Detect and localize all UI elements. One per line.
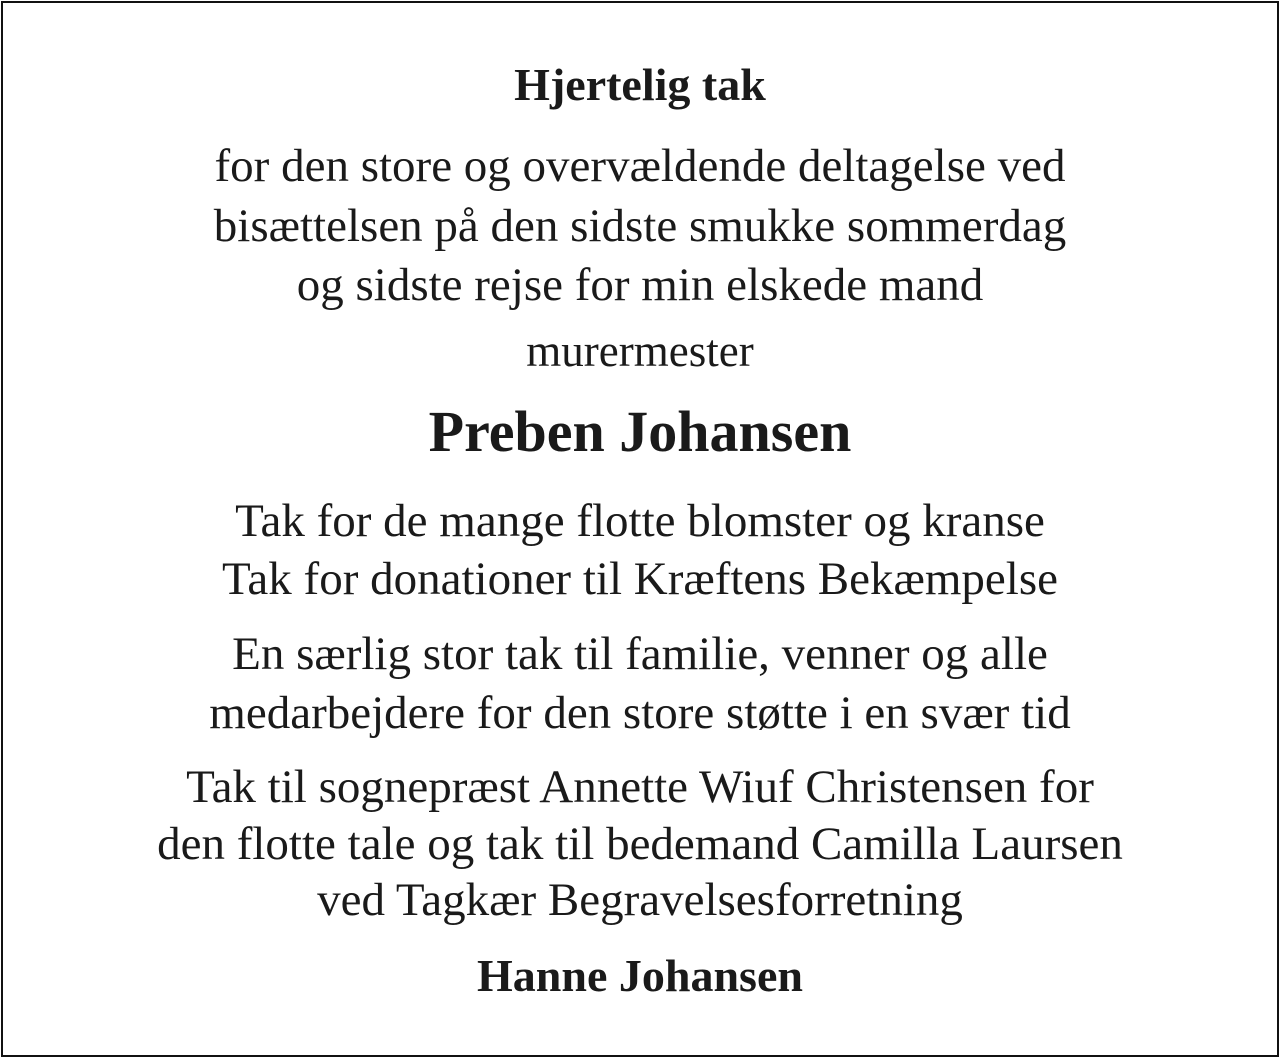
thanks-donations-line: Tak for donationer til Kræftens Bekæmpelse	[222, 553, 1058, 605]
intro-line-3: og sidste rejse for min elskede mand	[296, 259, 984, 311]
signature-name: Hanne Johansen	[477, 950, 803, 1001]
intro-line-2: bisættelsen på den sidste smukke sommerdag	[213, 200, 1067, 252]
intro-line-1: for den store og overvældende deltagelse ved	[214, 140, 1066, 192]
thanks-flowers-line: Tak for de mange flotte blomster og kranse	[235, 495, 1045, 547]
notice-heading: Hjertelig tak	[514, 59, 766, 110]
occupation-label: murermester	[526, 326, 754, 376]
thanks-priest-line-2: den flotte tale og tak til bedemand Camilla Laursen	[157, 818, 1123, 870]
deceased-name: Preben Johansen	[428, 399, 852, 464]
thanks-priest-line-3: ved Tagkær Begravelsesforretning	[317, 874, 963, 926]
thanks-priest-line-1: Tak til sognepræst Annette Wiuf Christensen for	[186, 761, 1094, 813]
thanks-family-line-2: medarbejdere for den store støtte i en svær tid	[209, 687, 1071, 739]
thanks-family-line-1: En særlig stor tak til familie, venner og alle	[232, 628, 1048, 680]
